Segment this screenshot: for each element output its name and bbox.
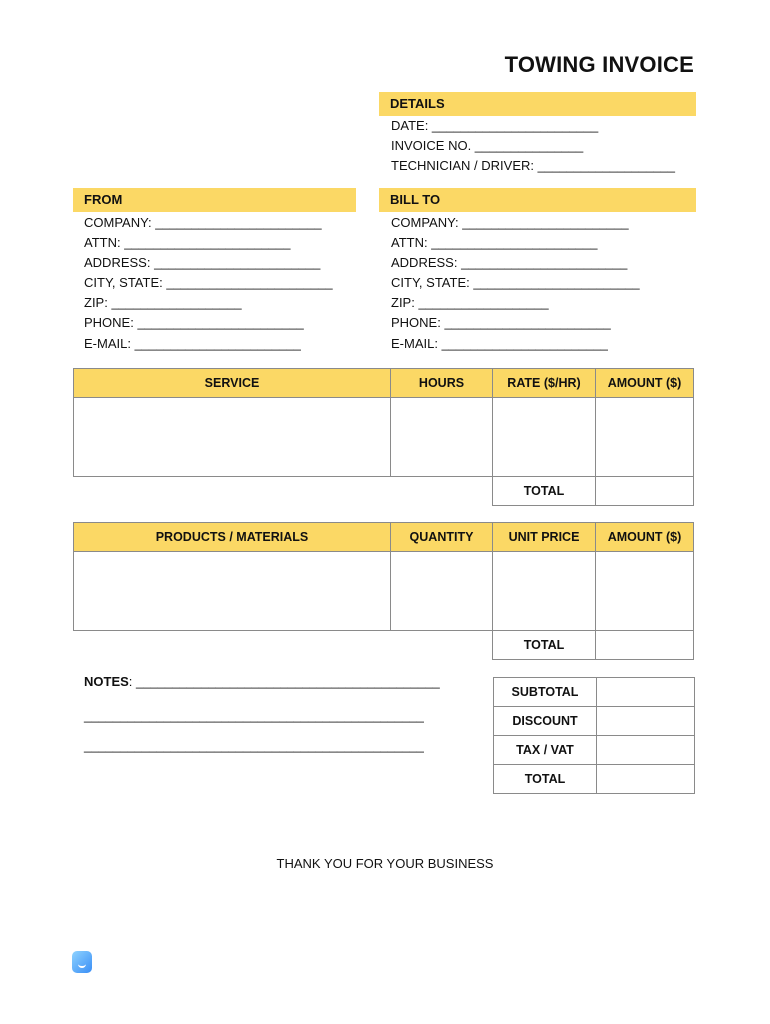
notes-line-3[interactable]: _______________________________________________ [84, 738, 424, 753]
products-table [73, 522, 694, 660]
bill-to-company-line: COMPANY: _______________________ [391, 215, 629, 230]
from-address-line: ADDRESS: _______________________ [84, 255, 321, 270]
grand-total-label: TOTAL [494, 765, 597, 794]
bill-to-header: BILL TO [379, 188, 696, 212]
from-zip-line: ZIP: __________________ [84, 295, 242, 310]
notes-label: NOTES [84, 674, 129, 689]
subtotal-cell[interactable] [597, 678, 695, 707]
details-date-line: DATE: _______________________ [391, 118, 599, 133]
tax-vat-label: TAX / VAT [494, 736, 597, 765]
rate-cell[interactable] [493, 398, 596, 477]
bill-to-city-state-line: CITY, STATE: _______________________ [391, 275, 640, 290]
from-company-line: COMPANY: _______________________ [84, 215, 322, 230]
products-amount-cell[interactable] [596, 552, 694, 631]
unit-price-cell[interactable] [493, 552, 596, 631]
products-amount-header: AMOUNT ($) [596, 523, 694, 552]
quantity-header: QUANTITY [391, 523, 493, 552]
service-entry-row [74, 398, 694, 477]
product-cell[interactable] [74, 552, 391, 631]
summary-table [493, 677, 695, 794]
discount-cell[interactable] [597, 707, 695, 736]
from-phone-line: PHONE: _______________________ [84, 315, 304, 330]
app-logo-icon [72, 951, 92, 973]
notes-underline-1[interactable]: : __________________________________________ [128, 674, 440, 689]
bill-to-phone-line: PHONE: _______________________ [391, 315, 611, 330]
quantity-cell[interactable] [391, 552, 493, 631]
bill-to-attn-line: ATTN: _______________________ [391, 235, 598, 250]
service-cell[interactable] [74, 398, 391, 477]
service-total-cell[interactable] [596, 477, 694, 506]
service-total-label: TOTAL [493, 477, 596, 506]
from-email-line: E-MAIL: _______________________ [84, 336, 301, 351]
notes-line-2[interactable]: _______________________________________________ [84, 708, 424, 723]
products-header: PRODUCTS / MATERIALS [74, 523, 391, 552]
products-total-cell[interactable] [596, 631, 694, 660]
hours-header: HOURS [391, 369, 493, 398]
discount-label: DISCOUNT [494, 707, 597, 736]
thank-you-footer: THANK YOU FOR YOUR BUSINESS [276, 856, 494, 871]
unit-price-header: UNIT PRICE [493, 523, 596, 552]
tax-vat-cell[interactable] [597, 736, 695, 765]
service-header: SERVICE [74, 369, 391, 398]
products-entry-row [74, 552, 694, 631]
grand-total-cell[interactable] [597, 765, 695, 794]
subtotal-label: SUBTOTAL [494, 678, 597, 707]
from-city-state-line: CITY, STATE: _______________________ [84, 275, 333, 290]
service-amount-header: AMOUNT ($) [596, 369, 694, 398]
hours-cell[interactable] [391, 398, 493, 477]
products-total-label: TOTAL [493, 631, 596, 660]
service-table [73, 368, 694, 506]
from-attn-line: ATTN: _______________________ [84, 235, 291, 250]
from-header: FROM [73, 188, 356, 212]
invoice-title: TOWING INVOICE [504, 52, 694, 77]
bill-to-zip-line: ZIP: __________________ [391, 295, 549, 310]
service-amount-cell[interactable] [596, 398, 694, 477]
bill-to-email-line: E-MAIL: _______________________ [391, 336, 608, 351]
details-technician-line: TECHNICIAN / DRIVER: ___________________ [391, 158, 675, 173]
details-header: DETAILS [379, 92, 696, 116]
bill-to-address-line: ADDRESS: _______________________ [391, 255, 628, 270]
notes-line-1 [84, 672, 440, 692]
details-invoice-no-line: INVOICE NO. _______________ [391, 138, 584, 153]
rate-header: RATE ($/HR) [493, 369, 596, 398]
